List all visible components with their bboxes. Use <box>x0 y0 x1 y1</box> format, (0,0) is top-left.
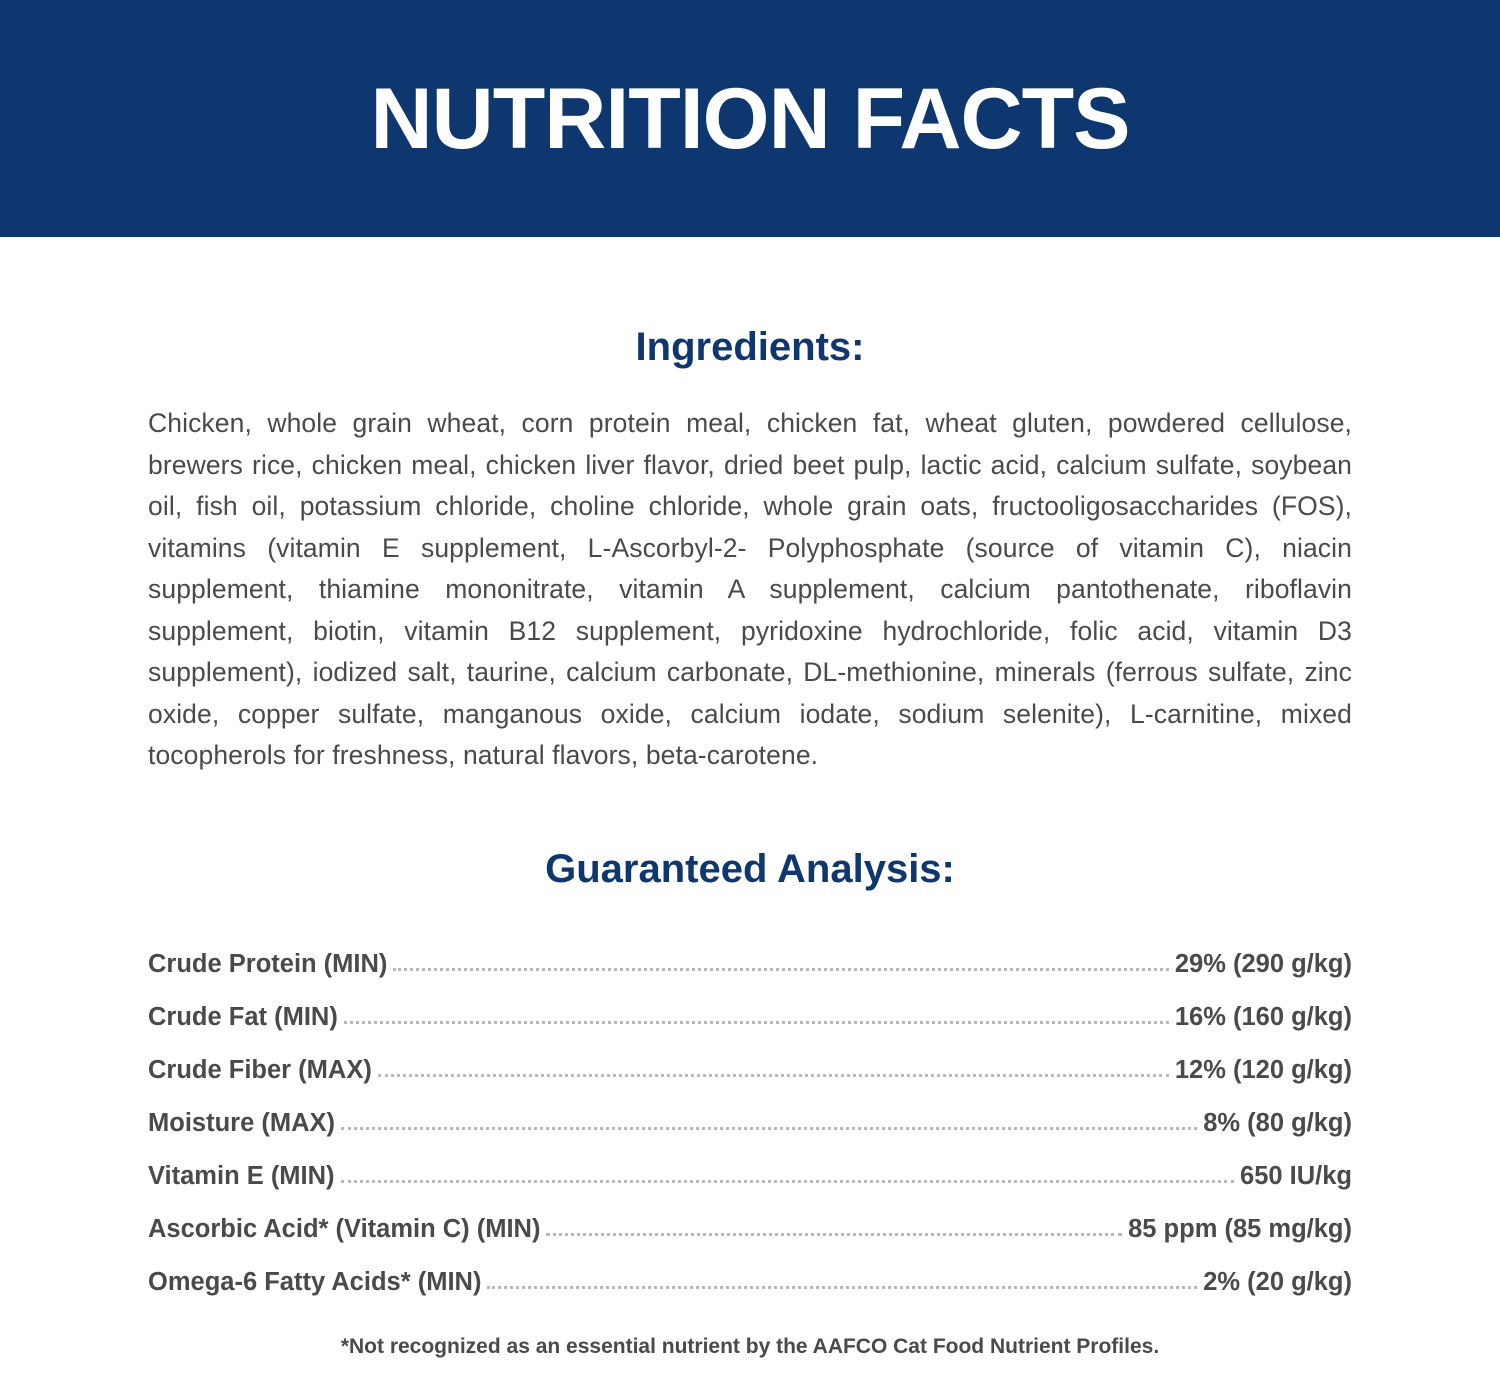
header-banner <box>0 0 1500 237</box>
nutrient-label: Ascorbic Acid* (Vitamin C) (MIN) <box>148 1214 541 1243</box>
nutrient-value: 16% (160 g/kg) <box>1174 1002 1352 1031</box>
leader-dots <box>344 1021 1169 1024</box>
nutrient-label: Moisture (MAX) <box>148 1108 335 1137</box>
table-row <box>148 1032 1352 1085</box>
leader-dots <box>341 1127 1197 1130</box>
nutrient-label: Crude Fiber (MAX) <box>148 1055 372 1084</box>
main-content <box>0 325 1500 1359</box>
ingredients-heading: Ingredients: <box>635 325 865 369</box>
aafco-footnote: *Not recognized as an essential nutrient by the AAFCO Cat Food Nutrient Profiles. <box>340 1334 1160 1358</box>
nutrient-value: 2% (20 g/kg) <box>1203 1267 1352 1296</box>
leader-dots <box>378 1074 1169 1077</box>
nutrient-value: 12% (120 g/kg) <box>1174 1055 1352 1084</box>
nutrient-value: 29% (290 g/kg) <box>1174 949 1352 978</box>
table-row <box>148 1244 1352 1297</box>
leader-dots <box>546 1233 1122 1236</box>
table-row <box>148 926 1352 979</box>
guaranteed-analysis-table <box>148 926 1352 1297</box>
leader-dots <box>487 1286 1197 1289</box>
leader-dots <box>393 968 1168 971</box>
nutrient-label: Omega-6 Fatty Acids* (MIN) <box>148 1267 482 1296</box>
guaranteed-analysis-heading: Guaranteed Analysis: <box>545 846 955 891</box>
nutrient-value: 85 ppm (85 mg/kg) <box>1128 1214 1352 1243</box>
nutrient-value: 650 IU/kg <box>1240 1161 1352 1190</box>
ingredients-text: Chicken, whole grain wheat, corn protein meal, chicken fat, wheat gluten, powdered cellulose, brewers rice, chicken meal, chicken liver flavor, dried beet pulp, lactic acid, calcium sulfate, soybean oil, fish oil, potassium chloride, choline chloride, whole grain oats, fructooligosaccharides (FOS), vitamins (vitamin E supplement, L-Ascorbyl-2- Polyphosphate (source of vitamin C), niacin supplement, thiamine mononitrate, vitamin A supplement, calcium pantothenate, riboflavin supplement, biotin, vitamin B12 supplement, pyridoxine hydrochloride, folic acid, vitamin D3 supplement), iodized salt, taurine, calcium carbonate, DL-methionine, minerals (ferrous sulfate, zinc oxide, copper sulfate, manganous oxide, calcium iodate, sodium selenite), L-carnitine, mixed tocopherols for freshness, natural flavors, beta-carotene. <box>148 408 1352 771</box>
nutrient-value: 8% (80 g/kg) <box>1203 1108 1352 1137</box>
table-row <box>148 1138 1352 1191</box>
table-row <box>148 979 1352 1032</box>
table-row <box>148 1191 1352 1244</box>
nutrient-label: Crude Protein (MIN) <box>148 949 388 978</box>
page-title: NUTRITION FACTS <box>370 70 1130 167</box>
table-row <box>148 1085 1352 1138</box>
leader-dots <box>341 1180 1234 1183</box>
nutrient-label: Vitamin E (MIN) <box>148 1161 335 1190</box>
nutrient-label: Crude Fat (MIN) <box>148 1002 338 1031</box>
